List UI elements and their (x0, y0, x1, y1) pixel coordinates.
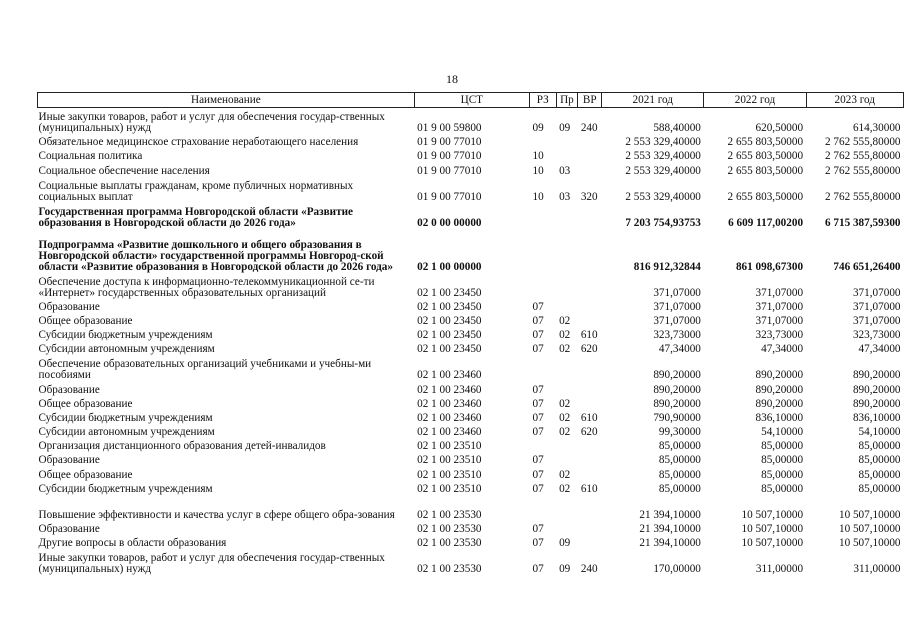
row-2021: 816 912,32844 (633, 260, 701, 273)
row-2021: 85,00000 (658, 482, 701, 495)
table-row-program (38, 203, 904, 229)
table-row (38, 438, 904, 452)
row-vr (578, 313, 602, 327)
row-vr: 610 (580, 329, 598, 342)
row-cst: 02 1 00 23510 (417, 454, 482, 467)
row-2021: 7 203 754,93753 (625, 216, 701, 229)
row-pr: 09 (559, 563, 571, 576)
row-2021: 47,34000 (658, 343, 701, 356)
row-cst: 02 1 00 23450 (417, 286, 482, 299)
row-2023: 323,73000 (852, 329, 901, 342)
row-name: Социальное обеспечение населения (38, 164, 210, 177)
row-2022: 2 655 803,50000 (727, 150, 804, 163)
row-pr (556, 273, 578, 299)
row-name: Общее образование (38, 314, 133, 327)
row-vr (578, 134, 602, 148)
row-cst: 02 1 00 23530 (417, 523, 482, 535)
header-2023: 2023 год (806, 93, 903, 108)
row-2021: 85,00000 (658, 454, 701, 467)
row-rz (529, 495, 556, 521)
row-name: Общее образование (38, 397, 133, 410)
row-2022: 85,00000 (761, 468, 804, 481)
row-2022: 371,07000 (755, 286, 804, 299)
row-rz (529, 438, 556, 452)
row-rz (529, 229, 556, 273)
row-2022: 371,07000 (755, 314, 804, 327)
row-2021: 323,73000 (653, 329, 701, 342)
row-name: Обеспечение образовательных организаций учебниками и учебны-ми пособиями (38, 358, 372, 382)
table-row (38, 148, 904, 162)
row-cst: 02 1 00 00000 (417, 260, 482, 273)
table-row (38, 535, 904, 549)
row-2022: 2 655 803,50000 (727, 190, 804, 203)
row-2023: 2 762 555,80000 (824, 190, 901, 203)
row-name: Субсидии автономным учреждениям (38, 426, 215, 439)
row-name: Субсидии автономным учреждениям (38, 343, 215, 356)
row-vr: 620 (580, 343, 598, 356)
row-cst: 02 1 00 23530 (417, 508, 482, 521)
row-2023: 47,34000 (858, 343, 901, 356)
row-2021: 371,07000 (653, 286, 701, 299)
row-2021: 21 394,10000 (639, 523, 701, 535)
row-name: Образование (38, 383, 100, 396)
row-2021: 371,07000 (653, 300, 701, 313)
row-2021: 588,40000 (653, 122, 701, 134)
row-rz: 07 (532, 523, 544, 535)
row-cst: 01 9 00 77010 (417, 190, 482, 203)
row-cst: 02 1 00 23530 (417, 537, 482, 550)
table-row (38, 495, 904, 521)
row-rz: 07 (532, 383, 544, 396)
table-row (38, 381, 904, 395)
row-2021: 371,07000 (653, 314, 701, 327)
row-2021: 85,00000 (658, 468, 701, 481)
row-pr: 03 (559, 164, 571, 177)
row-2021: 2 553 329,40000 (625, 150, 701, 163)
row-vr (578, 535, 602, 549)
row-pr: 02 (559, 343, 571, 356)
table-row (38, 549, 904, 575)
row-name: Организация дистанционного образования детей-инвалидов (38, 440, 326, 453)
row-rz: 10 (532, 150, 544, 163)
row-2023: 85,00000 (858, 468, 901, 481)
row-name: Общее образование (38, 468, 133, 481)
row-name: Образование (38, 454, 100, 467)
row-name: Социальная политика (38, 150, 143, 163)
budget-table (37, 92, 904, 575)
row-rz: 10 (532, 190, 544, 203)
table-row (38, 452, 904, 466)
row-pr (556, 438, 578, 452)
header-vr: ВР (578, 93, 602, 108)
row-rz: 07 (532, 426, 544, 439)
row-name: Иные закупки товаров, работ и услуг для обеспечения государ-ственных (муниципальных) нужд (38, 111, 385, 134)
header-pr: Пр (556, 93, 578, 108)
row-pr (556, 381, 578, 395)
row-2021: 2 553 329,40000 (625, 190, 701, 203)
row-2021: 85,00000 (658, 440, 701, 453)
row-2021: 890,20000 (653, 397, 701, 410)
row-pr: 02 (559, 426, 571, 439)
row-cst: 01 9 00 77010 (417, 150, 482, 163)
row-cst: 02 1 00 23450 (417, 329, 482, 342)
row-2023: 371,07000 (852, 300, 901, 313)
row-2023: 746 651,26400 (833, 260, 901, 273)
row-pr: 02 (559, 314, 571, 327)
row-rz: 07 (532, 482, 544, 495)
row-rz: 09 (532, 122, 544, 134)
row-cst: 02 1 00 23460 (417, 426, 482, 439)
row-pr (556, 452, 578, 466)
row-2021: 21 394,10000 (639, 537, 701, 550)
row-2023: 614,30000 (852, 122, 901, 134)
page-number: 18 (446, 72, 458, 86)
table-row (38, 355, 904, 381)
row-name: Другие вопросы в области образования (38, 537, 227, 550)
row-vr (578, 521, 602, 535)
row-vr (578, 148, 602, 162)
row-2023: 54,10000 (858, 426, 901, 439)
row-2022: 890,20000 (755, 383, 804, 396)
row-2022: 311,00000 (755, 563, 804, 576)
row-pr: 09 (559, 537, 571, 550)
row-2023: 85,00000 (858, 454, 901, 467)
row-pr (556, 134, 578, 148)
row-rz: 10 (532, 164, 544, 177)
row-name: Обязательное медицинское страхование неработающего населения (38, 136, 359, 149)
row-pr (556, 495, 578, 521)
row-rz: 07 (532, 537, 544, 550)
header-name: Наименование (38, 93, 415, 108)
row-2022: 371,07000 (755, 300, 804, 313)
row-pr (556, 203, 578, 229)
row-2022: 861 098,67300 (735, 260, 804, 273)
row-vr: 610 (580, 411, 598, 424)
row-rz: 07 (532, 397, 544, 410)
row-2023: 890,20000 (852, 383, 901, 396)
table-row-subprogram (38, 229, 904, 273)
row-rz (529, 134, 556, 148)
row-cst: 02 1 00 23510 (417, 468, 482, 481)
row-vr (578, 162, 602, 176)
row-2022: 620,50000 (755, 122, 804, 134)
row-pr (556, 229, 578, 273)
row-pr: 03 (559, 190, 571, 203)
table-row (38, 162, 904, 176)
row-2022: 10 507,10000 (741, 523, 804, 535)
row-2022: 2 655 803,50000 (727, 136, 804, 149)
row-2022: 85,00000 (761, 454, 804, 467)
row-2023: 10 507,10000 (838, 523, 901, 535)
table-row (38, 341, 904, 355)
row-2023: 2 762 555,80000 (824, 136, 901, 149)
row-vr: 320 (580, 190, 598, 203)
row-vr (578, 273, 602, 299)
row-rz: 07 (532, 343, 544, 356)
header-rz: РЗ (529, 93, 556, 108)
row-2023: 10 507,10000 (838, 537, 901, 550)
row-rz: 07 (532, 468, 544, 481)
row-name: Образование (38, 523, 100, 535)
row-2023: 2 762 555,80000 (824, 150, 901, 163)
row-vr (578, 452, 602, 466)
row-vr (578, 466, 602, 480)
row-vr: 240 (580, 563, 598, 576)
row-vr (578, 355, 602, 381)
row-vr: 610 (580, 482, 598, 495)
row-rz (529, 273, 556, 299)
row-2022: 6 609 117,00200 (728, 216, 804, 229)
table-row (38, 273, 904, 299)
row-rz: 07 (532, 329, 544, 342)
row-name: Образование (38, 300, 100, 313)
table-row (38, 424, 904, 438)
row-2023: 371,07000 (852, 314, 901, 327)
row-vr: 620 (580, 426, 598, 439)
header-2021: 2021 год (602, 93, 704, 108)
row-2021: 790,90000 (653, 411, 701, 424)
row-2021: 21 394,10000 (639, 508, 701, 521)
row-pr: 02 (559, 468, 571, 481)
row-vr (578, 229, 602, 273)
row-2022: 323,73000 (755, 329, 804, 342)
table-row (38, 313, 904, 327)
row-2021: 99,30000 (658, 426, 701, 439)
row-2023: 10 507,10000 (838, 508, 901, 521)
row-cst: 02 1 00 23510 (417, 482, 482, 495)
row-cst: 02 1 00 23460 (417, 397, 482, 410)
row-rz: 07 (532, 563, 544, 576)
row-cst: 02 1 00 23450 (417, 300, 482, 313)
row-rz: 07 (532, 314, 544, 327)
row-2023: 836,10000 (852, 411, 901, 424)
row-pr: 02 (559, 329, 571, 342)
row-2023: 2 762 555,80000 (824, 164, 901, 177)
table-row (38, 177, 904, 203)
row-vr: 240 (580, 122, 598, 134)
table-row (38, 134, 904, 148)
row-2023: 85,00000 (858, 440, 901, 453)
row-2021: 2 553 329,40000 (625, 164, 701, 177)
row-vr (578, 203, 602, 229)
row-pr (556, 148, 578, 162)
row-vr (578, 495, 602, 521)
header-cst: ЦСТ (414, 93, 529, 108)
row-cst: 02 1 00 23530 (417, 563, 482, 576)
row-2022: 890,20000 (755, 369, 804, 382)
row-cst: 02 0 00 00000 (417, 216, 482, 229)
row-2023: 85,00000 (858, 482, 901, 495)
row-2022: 47,34000 (761, 343, 804, 356)
row-2021: 2 553 329,40000 (625, 136, 701, 149)
row-2023: 890,20000 (852, 397, 901, 410)
table-row (38, 327, 904, 341)
row-vr (578, 438, 602, 452)
row-cst: 02 1 00 23460 (417, 369, 482, 382)
row-2022: 54,10000 (761, 426, 804, 439)
row-name: Государственная программа Новгородской области «Развитие образования в Новгородской области до 2026 года» (38, 205, 354, 229)
row-2023: 6 715 387,59300 (824, 216, 901, 229)
table-row (38, 299, 904, 313)
row-pr (556, 355, 578, 381)
table-row (38, 410, 904, 424)
row-rz: 07 (532, 454, 544, 467)
row-rz: 07 (532, 411, 544, 424)
row-pr: 09 (559, 122, 571, 134)
row-name: Обеспечение доступа к информационно-телекоммуникационной се-ти «Интернет» государственных образовательных организаций (38, 275, 375, 299)
table-row (38, 466, 904, 480)
row-2021: 890,20000 (653, 369, 701, 382)
row-cst: 02 1 00 23450 (417, 343, 482, 356)
row-2022: 85,00000 (761, 440, 804, 453)
row-2021: 170,00000 (653, 563, 701, 576)
row-rz: 07 (532, 300, 544, 313)
row-cst: 02 1 00 23460 (417, 411, 482, 424)
row-2022: 10 507,10000 (741, 508, 804, 521)
row-vr (578, 299, 602, 313)
row-rz (529, 355, 556, 381)
row-pr: 02 (559, 482, 571, 495)
table-header-row (38, 93, 904, 108)
row-2021: 890,20000 (653, 383, 701, 396)
row-cst: 02 1 00 23510 (417, 440, 482, 453)
table-row (38, 521, 904, 535)
row-name: Повышение эффективности и качества услуг в сфере общего обра-зования (38, 508, 395, 521)
row-vr (578, 381, 602, 395)
row-2022: 2 655 803,50000 (727, 164, 804, 177)
row-2022: 10 507,10000 (741, 537, 804, 550)
row-2022: 85,00000 (761, 482, 804, 495)
header-2022: 2022 год (704, 93, 806, 108)
row-2022: 836,10000 (755, 411, 804, 424)
row-rz (529, 203, 556, 229)
table-row (38, 481, 904, 495)
row-name: Субсидии бюджетным учреждениям (38, 411, 213, 424)
row-name: Субсидии бюджетным учреждениям (38, 329, 213, 342)
row-pr: 02 (559, 397, 571, 410)
table-row (38, 108, 904, 135)
row-cst: 01 9 00 77010 (417, 164, 482, 177)
row-vr (578, 396, 602, 410)
row-2022: 890,20000 (755, 397, 804, 410)
row-cst: 01 9 00 59800 (417, 122, 482, 134)
row-cst: 01 9 00 77010 (417, 136, 482, 149)
row-name: Иные закупки товаров, работ и услуг для обеспечения государ-ственных (муниципальных) нужд (38, 552, 385, 576)
row-2023: 890,20000 (852, 369, 901, 382)
row-pr: 02 (559, 411, 571, 424)
row-name: Субсидии бюджетным учреждениям (38, 482, 213, 495)
row-name: Подпрограмма «Развитие дошкольного и общего образования в Новгородской области» государственной программы Новгород-ской области «Развитие образования в Новгородской области до 2026 года» (38, 238, 393, 273)
row-name: Социальные выплаты гражданам, кроме публичных нормативных социальных выплат (38, 179, 354, 203)
row-cst: 02 1 00 23460 (417, 383, 482, 396)
table-row (38, 396, 904, 410)
row-2023: 311,00000 (853, 563, 901, 576)
row-pr (556, 299, 578, 313)
row-2023: 371,07000 (852, 286, 901, 299)
row-cst: 02 1 00 23450 (417, 314, 482, 327)
row-pr (556, 521, 578, 535)
